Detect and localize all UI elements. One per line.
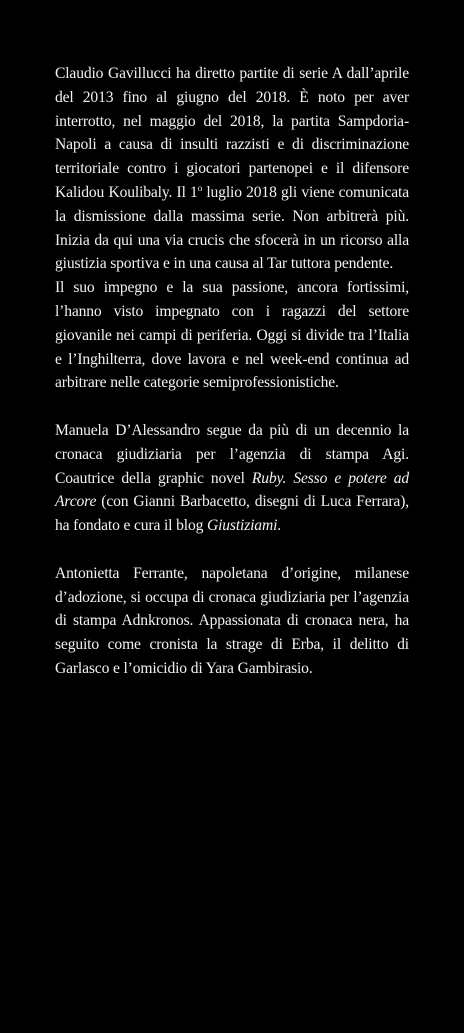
ordinal-superscript: o [197,182,203,193]
text-run: luglio 2018 gli viene comunicata la dismissione dalla massima serie. Non arbitrerà più. Inizia da qui una via crucis che sfocerà in un ricorso alla giustizia sportiva e in una causa al Tar tuttora pendente. [55,183,410,273]
text-run: Il suo impegno e la sua passione, ancora fortissimi, l’hanno visto impegnato con i ragazzi del settore giovanile nei campi di periferia. Oggi si divide tra l’Italia e l’Inghilterra, dove lavora e nel week-end continua ad arbitrare nelle categorie semiprofessionistiche. [55,279,409,392]
text-run: (con Gianni Barbacetto, disegni di Luca Ferrara), ha fondato e cura il blog [55,493,409,535]
book-title: Giustiziami [206,517,278,535]
author-bios-page [55,62,409,681]
text-run: Manuela D’Alessandro segue da più di un decennio la cronaca giudiziaria per l’agenzia di stampa Agi. Coautrice della graphic novel [55,421,409,487]
bio-claudio-gavillucci [55,62,409,395]
book-title: Ruby. Sesso e potere ad Arcore [55,469,409,511]
bio-manuela-dalessandro [55,419,409,538]
bio-antonietta-ferrante [55,562,409,681]
bio-paragraph [55,562,409,681]
bio-paragraph [55,276,409,395]
text-run: Antonietta Ferrante, napoletana d’origine, milanese d’adozione, si occupa di cronaca giudiziaria per l’agenzia di stampa Adnkronos. Appassionata di cronaca nera, ha seguito come cronista la strage di Erba, il delitto di Garlasco e l’omicidio di Yara Gambirasio. [55,564,409,677]
bio-paragraph [55,62,409,276]
bio-paragraph [55,419,409,538]
text-run: . [277,517,281,535]
text-run: Claudio Gavillucci ha diretto partite di serie A dall’aprile del 2013 fino al giugno del 2018. È noto per aver interrotto, nel maggio del 2018, la partita Sampdoria-Napoli a causa di insulti razzisti e di discriminazione territoriale contro i giocatori partenopei e il difensore Kalidou Koulibaly. Il 1 [55,65,409,201]
